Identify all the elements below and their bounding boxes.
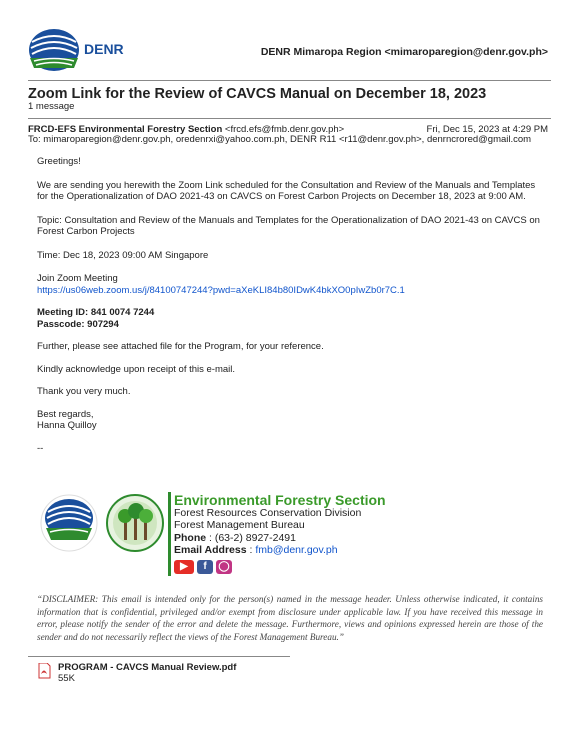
email-body [37,156,547,454]
denr-seal-icon [40,494,98,552]
divider [28,80,551,81]
sender-email[interactable]: <frcd.efs@fmb.denr.gov.ph> [224,124,345,135]
email-subject: Zoom Link for the Review of CAVCS Manual on December 18, 2023 [28,86,487,102]
attachment-size: 55K [58,673,75,684]
phone-label: Phone [174,531,207,544]
youtube-icon[interactable]: ▶ [174,560,194,574]
acknowledge-text: Kindly acknowledge upon receipt of this e-mail. [37,363,236,375]
sender-signature-name: Hanna Quilloy [37,420,97,431]
recipients: To: mimaroparegion@denr.gov.ph, oredenrxi@yahoo.com.ph, DENR R11 <r11@denr.gov.ph>, denrncrored@gmail.com [28,134,532,145]
email-label: Email Address [174,544,247,556]
instagram-icon[interactable]: ◯ [216,560,232,574]
email-separator: : [246,544,256,556]
bureau-name: Forest Management Bureau [174,519,305,531]
thanks-text: Thank you very much. [37,386,131,397]
signature-divider [168,492,171,576]
phone-number: : (63-2) 8927-2491 [206,531,296,544]
email-line [174,544,386,557]
greeting: Greetings! [37,156,81,167]
sender-name: FRCD-EFS Environmental Forestry Section [28,124,223,135]
disclaimer-text: “DISCLAIMER: This email is intended only for the person(s) named in the message header. Unless otherwise indicated, it contains information that is confidential, privileged and/or exempt from disclosure under applicable law. If you have received this message in error, please notify the sender of the error and delete the message. Furthermore, views and opinions expressed herein are those of the sender and do not necessarily reflect the views of the Forest Management Bureau.” [37,594,543,643]
phone-line [174,532,386,545]
signature-block [40,494,550,584]
signature-email-link[interactable]: fmb@denr.gov.ph [255,544,338,556]
division-name: Forest Resources Conservation Division [174,506,362,519]
divider [28,118,551,119]
time-text: Time: Dec 18, 2023 09:00 AM Singapore [37,249,209,261]
further-text: Further, please see attached file for the Program, for your reference. [37,341,324,352]
fmb-seal-icon [106,494,164,552]
social-icons [174,558,235,576]
denr-logo [28,28,80,72]
email-date: Fri, Dec 15, 2023 at 4:29 PM [426,124,548,135]
zoom-link[interactable]: https://us06web.zoom.us/j/84100747244?pwd=aXeKLI84b80IDwK4bkXO0pIwZb0r7C.1 [37,284,405,296]
signature-dashes: -- [37,442,44,454]
meeting-id: Meeting ID: 841 0074 7244 [37,307,155,318]
logo-text: DENR [84,41,124,57]
regards-text: Best regards, [37,408,94,420]
signature-text [174,494,386,557]
facebook-icon[interactable]: f [197,560,213,574]
account-email: DENR Mimaropa Region <mimaroparegion@denr.gov.ph> [260,46,548,58]
topic-text: Topic: Consultation and Review of the Manuals and Templates for the Operationalization of DAO 2021-43 on CAVCS on Forest Carbon Projects [37,214,540,237]
pdf-icon[interactable] [38,663,51,679]
section-title: Environmental Forestry Section [174,492,386,508]
message-count: 1 message [28,101,75,112]
attachment-divider [28,656,290,657]
body-paragraph: We are sending you herewith the Zoom Link scheduled for the Consultation and Review of the Manuals and Templates for the Operationalization of DAO 2021-43 on CAVCS on Forest Carbon Projects on December 18, 2023 at 9:00 AM. [37,179,536,202]
passcode: Passcode: 907294 [37,318,119,330]
attachment-name[interactable]: PROGRAM - CAVCS Manual Review.pdf [58,662,237,673]
join-text: Join Zoom Meeting [37,273,118,284]
